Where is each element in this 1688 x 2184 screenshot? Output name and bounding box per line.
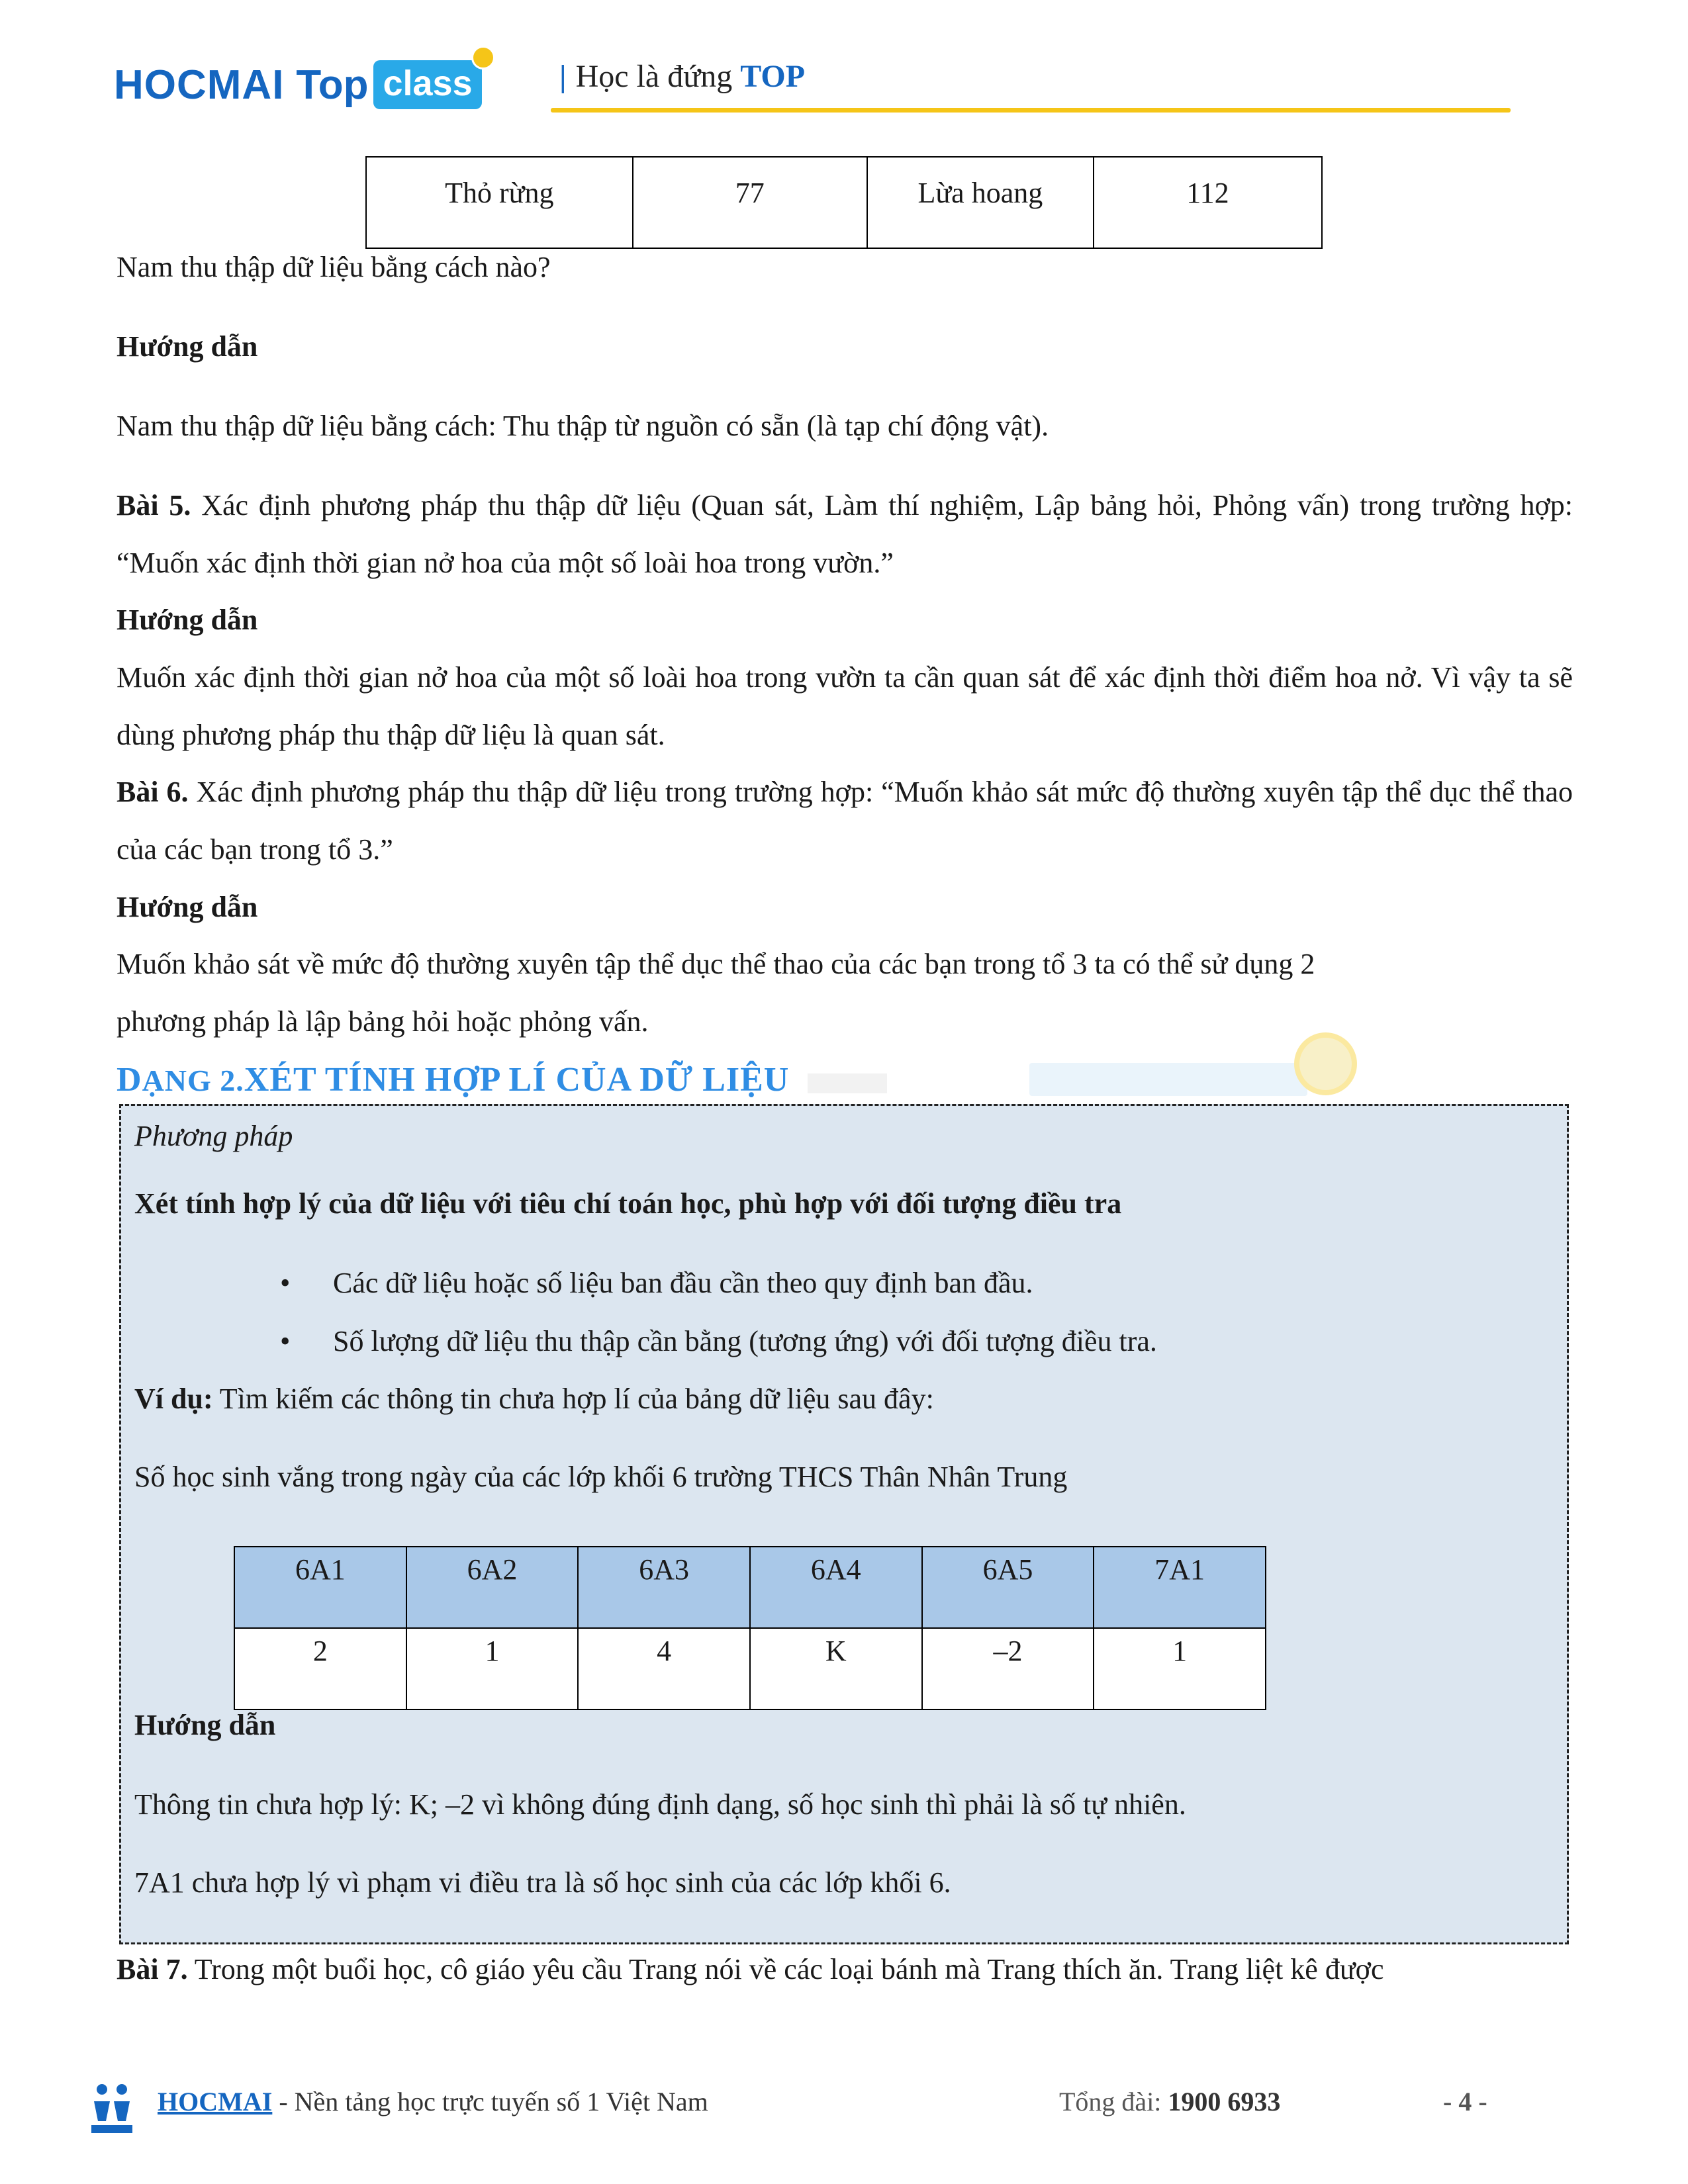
sun-icon — [471, 46, 495, 69]
hocmai-topclass-logo — [114, 58, 482, 111]
q5-text: Xác định phương pháp thu thập dữ liệu (Quan sát, Làm thí nghiệm, Lập bảng hỏi, Phỏng vấn) trong trường hợp: “Muốn xác định thời gian nở hoa của một số loài hoa trong vườn.” — [117, 489, 1573, 579]
table-cell: 1 — [1094, 1628, 1266, 1709]
section-heading-d: D — [117, 1061, 142, 1099]
table-header-cell: 7A1 — [1094, 1547, 1266, 1628]
example-line — [134, 1382, 934, 1416]
bullet-icon: • — [280, 1325, 291, 1357]
table-header-row — [234, 1547, 1266, 1628]
tagline-divider: | — [559, 59, 567, 94]
q6-answer-line2: phương pháp là lập bảng hỏi hoặc phỏng vấn. — [117, 1005, 649, 1038]
q5-label: Bài 5. — [117, 489, 191, 522]
logo-top-text: Top — [296, 62, 369, 108]
section-heading-title: XÉT TÍNH HỢP LÍ CỦA DỮ LIỆU — [244, 1061, 790, 1099]
hocmai-people-icon — [89, 2081, 135, 2134]
q6-text: Xác định phương pháp thu thập dữ liệu trong trường hợp: “Muốn khảo sát mức độ thường xuyên tập thể dục thể thao của các bạn trong tổ 3.” — [117, 776, 1573, 866]
footer-hotline — [1059, 2086, 1280, 2117]
table-cell: 77 — [633, 157, 867, 248]
example-text: Tìm kiếm các thông tin chưa hợp lí của bảng dữ liệu sau đây: — [212, 1383, 934, 1415]
q4-question: Nam thu thập dữ liệu bằng cách nào? — [117, 251, 551, 283]
absence-table — [234, 1546, 1266, 1710]
table-header-cell: 6A4 — [750, 1547, 922, 1628]
q6-prompt — [117, 763, 1573, 878]
q6-label: Bài 6. — [117, 776, 189, 808]
section-heading — [117, 1060, 789, 1099]
method-box — [119, 1104, 1569, 1944]
page-number: - 4 - — [1443, 2087, 1487, 2116]
table-cell: 1 — [406, 1628, 579, 1709]
table-header-cell: 6A3 — [578, 1547, 750, 1628]
logo-class-text: class — [383, 64, 473, 103]
tagline-text: Học là đứng — [575, 59, 741, 94]
table-cell: Thỏ rừng — [366, 157, 633, 248]
method-bullet: Số lượng dữ liệu thu thập cần bằng (tương ứng) với đối tượng điều tra. — [333, 1325, 1157, 1357]
logo-class-badge — [373, 60, 481, 109]
method-guide-label: Hướng dẫn — [134, 1709, 276, 1741]
animal-table — [365, 156, 1323, 249]
q7-text: Trong một buổi học, cô giáo yêu cầu Trang nói về các loại bánh mà Trang thích ăn. Trang liệt kê được — [187, 1953, 1384, 1985]
footer-brand-link[interactable]: HOCMAI — [158, 2087, 273, 2116]
header-tagline — [559, 58, 805, 95]
table-row — [234, 1628, 1266, 1709]
table-title: Số học sinh vắng trong ngày của các lớp khối 6 trường THCS Thân Nhân Trung — [134, 1461, 1068, 1493]
hotline-label: Tổng đài: — [1059, 2087, 1168, 2116]
table-cell: 4 — [578, 1628, 750, 1709]
q6-guide-label: Hướng dẫn — [117, 891, 258, 923]
table-header-cell: 6A2 — [406, 1547, 579, 1628]
q6-answer-line1: Muốn khảo sát về mức độ thường xuyên tập thể dục thể thao của các bạn trong tổ 3 ta có thể sử dụng 2 — [117, 948, 1315, 980]
q5-prompt — [117, 477, 1573, 592]
table-cell: K — [750, 1628, 922, 1709]
table-header-cell: 6A5 — [922, 1547, 1094, 1628]
watermark-sun-icon — [1294, 1032, 1357, 1095]
method-label: Phương pháp — [134, 1120, 293, 1152]
table-cell: –2 — [922, 1628, 1094, 1709]
watermark-shape — [808, 1073, 887, 1093]
section-heading-prefix: ẠNG 2. — [142, 1064, 244, 1097]
method-guide-line2: 7A1 chưa hợp lý vì phạm vi điều tra là số học sinh của các lớp khối 6. — [134, 1866, 951, 1899]
logo-hocmai-text: HOCMAI — [114, 62, 285, 108]
q7-prompt — [117, 1940, 1573, 1998]
table-row — [366, 157, 1322, 248]
method-heading: Xét tính hợp lý của dữ liệu với tiêu chí toán học, phù hợp với đối tượng điều tra — [134, 1187, 1122, 1220]
hotline-number: 1900 6933 — [1168, 2087, 1281, 2116]
q5-guide-label: Hướng dẫn — [117, 604, 258, 636]
method-bullet: Các dữ liệu hoặc số liệu ban đầu cần theo quy định ban đầu. — [333, 1267, 1033, 1299]
example-label: Ví dụ: — [134, 1383, 213, 1415]
bullet-icon: • — [280, 1267, 291, 1299]
tagline-highlight: TOP — [740, 59, 806, 94]
table-cell: Lừa hoang — [867, 157, 1094, 248]
table-cell: 2 — [234, 1628, 406, 1709]
header-underline — [551, 108, 1511, 113]
watermark-shape — [1029, 1063, 1307, 1096]
q5-answer: Muốn xác định thời gian nở hoa của một số loài hoa trong vườn ta cần quan sát để xác định thời điểm hoa nở. Vì vậy ta sẽ dùng phương pháp thu thập dữ liệu là quan sát. — [117, 661, 1573, 751]
q4-guide-label: Hướng dẫn — [117, 330, 258, 363]
q4-answer: Nam thu thập dữ liệu bằng cách: Thu thập từ nguồn có sẵn (là tạp chí động vật). — [117, 410, 1049, 442]
footer-slogan — [158, 2086, 708, 2117]
table-header-cell: 6A1 — [234, 1547, 406, 1628]
table-cell: 112 — [1094, 157, 1322, 248]
footer-slogan-text: - Nền tảng học trực tuyến số 1 Việt Nam — [272, 2087, 708, 2116]
method-guide-line1: Thông tin chưa hợp lý: K; –2 vì không đúng định dạng, số học sinh thì phải là số tự nhiên. — [134, 1788, 1186, 1821]
q7-label: Bài 7. — [117, 1953, 188, 1985]
